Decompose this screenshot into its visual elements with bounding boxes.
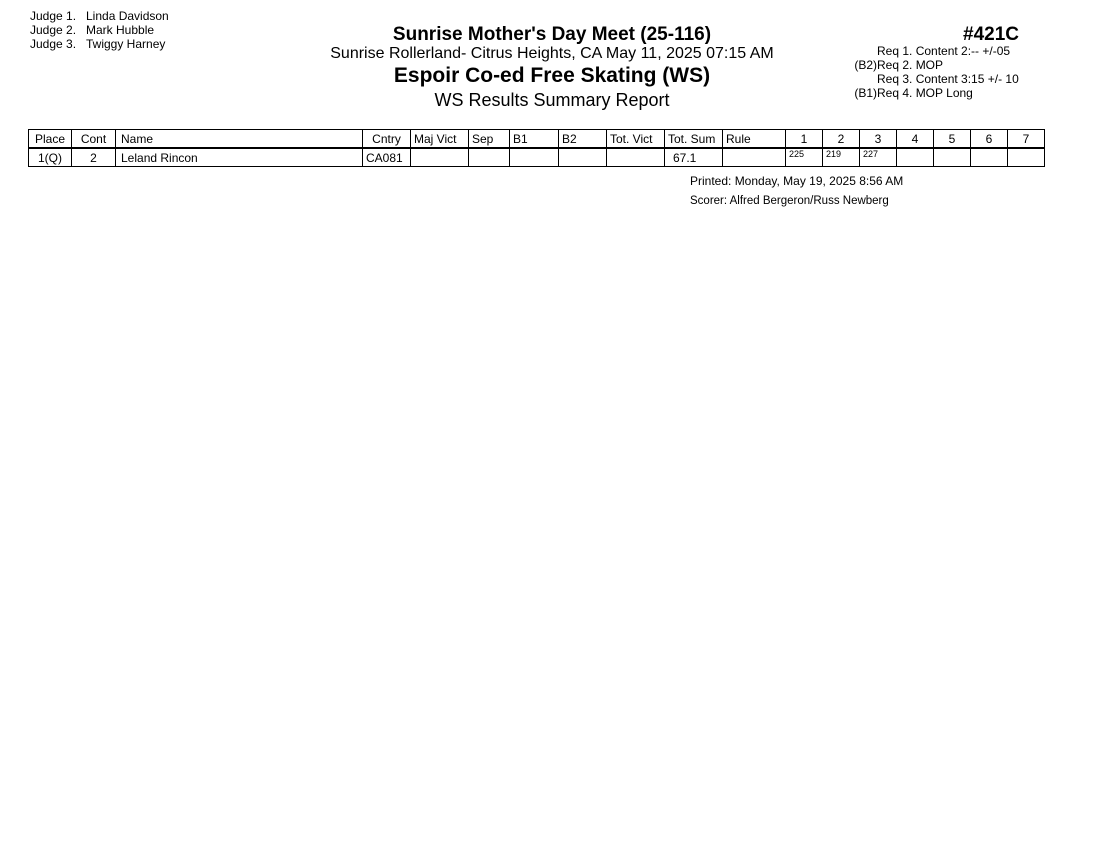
column-header: 5 <box>934 130 971 149</box>
requirement-prefix <box>840 44 877 58</box>
b1-cell <box>510 148 559 167</box>
column-header: Sep <box>469 130 510 149</box>
table-header-row <box>29 130 1045 149</box>
requirement-prefix: (B2) <box>854 58 877 72</box>
column-header: Cntry <box>363 130 411 149</box>
judge-label: Judge 3. <box>30 37 77 51</box>
requirement-row <box>840 86 1019 100</box>
requirement-text: Req 1. Content 2:-- +/-05 <box>877 44 1011 58</box>
cont-cell: 2 <box>72 148 116 167</box>
maj-vict-cell <box>411 148 469 167</box>
rule-cell <box>723 148 786 167</box>
column-header: 7 <box>1008 130 1045 149</box>
requirement-row <box>840 72 1019 86</box>
meet-venue: Sunrise Rollerland- Citrus Heights, CA May 11, 2025 07:15 AM <box>330 45 774 62</box>
judge-name: Linda Davidson <box>86 9 169 23</box>
column-header: 1 <box>786 130 823 149</box>
b2-cell <box>559 148 607 167</box>
judge-row <box>30 9 169 23</box>
table-row <box>29 148 1045 167</box>
judge-1-score-cell: 225 <box>786 148 823 167</box>
event-number: #421C <box>963 24 1019 45</box>
column-header: 4 <box>897 130 934 149</box>
requirement-prefix <box>840 72 877 86</box>
requirement-row <box>840 58 1019 72</box>
judge-3-score-cell: 227 <box>860 148 897 167</box>
column-header: Tot. Vict <box>607 130 665 149</box>
requirement-text: Req 4. MOP Long <box>877 86 973 100</box>
column-header: Tot. Sum <box>665 130 723 149</box>
column-header: B2 <box>559 130 607 149</box>
place-cell: 1(Q) <box>29 148 72 167</box>
sep-cell <box>469 148 510 167</box>
results-table <box>28 129 1045 167</box>
name-cell: Leland Rincon <box>116 148 363 167</box>
column-header: Name <box>116 130 363 149</box>
requirement-text: Req 2. MOP <box>877 58 944 72</box>
column-header: 6 <box>971 130 1008 149</box>
judge-5-score-cell <box>934 148 971 167</box>
column-header: Maj Vict <box>411 130 469 149</box>
judge-2-score-cell: 219 <box>823 148 860 167</box>
column-header: Cont <box>72 130 116 149</box>
judge-6-score-cell <box>971 148 1008 167</box>
column-header: 3 <box>860 130 897 149</box>
meet-title: Sunrise Mother's Day Meet (25-116) <box>392 24 712 45</box>
event-title: Espoir Co-ed Free Skating (WS) <box>393 64 711 87</box>
tot-sum-cell: 67.1 <box>665 148 723 167</box>
column-header: Rule <box>723 130 786 149</box>
column-header: Place <box>29 130 72 149</box>
requirement-row <box>840 44 1019 58</box>
requirement-text: Req 3. Content 3:15 +/- 10 <box>877 72 1019 86</box>
judge-label: Judge 1. <box>30 9 77 23</box>
scorer-info: Scorer: Alfred Bergeron/Russ Newberg <box>690 195 889 207</box>
requirement-prefix: (B1) <box>854 86 877 100</box>
report-title: WS Results Summary Report <box>434 90 670 110</box>
judge-7-score-cell <box>1008 148 1045 167</box>
requirements-list <box>840 44 1019 100</box>
cntry-cell: CA081 <box>363 148 411 167</box>
column-header: 2 <box>823 130 860 149</box>
judge-name: Twiggy Harney <box>86 37 166 51</box>
judge-label: Judge 2. <box>30 23 77 37</box>
judge-4-score-cell <box>897 148 934 167</box>
column-header: B1 <box>510 130 559 149</box>
printed-timestamp: Printed: Monday, May 19, 2025 8:56 AM <box>690 174 904 188</box>
judge-name: Mark Hubble <box>86 23 155 37</box>
tot-vict-cell <box>607 148 665 167</box>
